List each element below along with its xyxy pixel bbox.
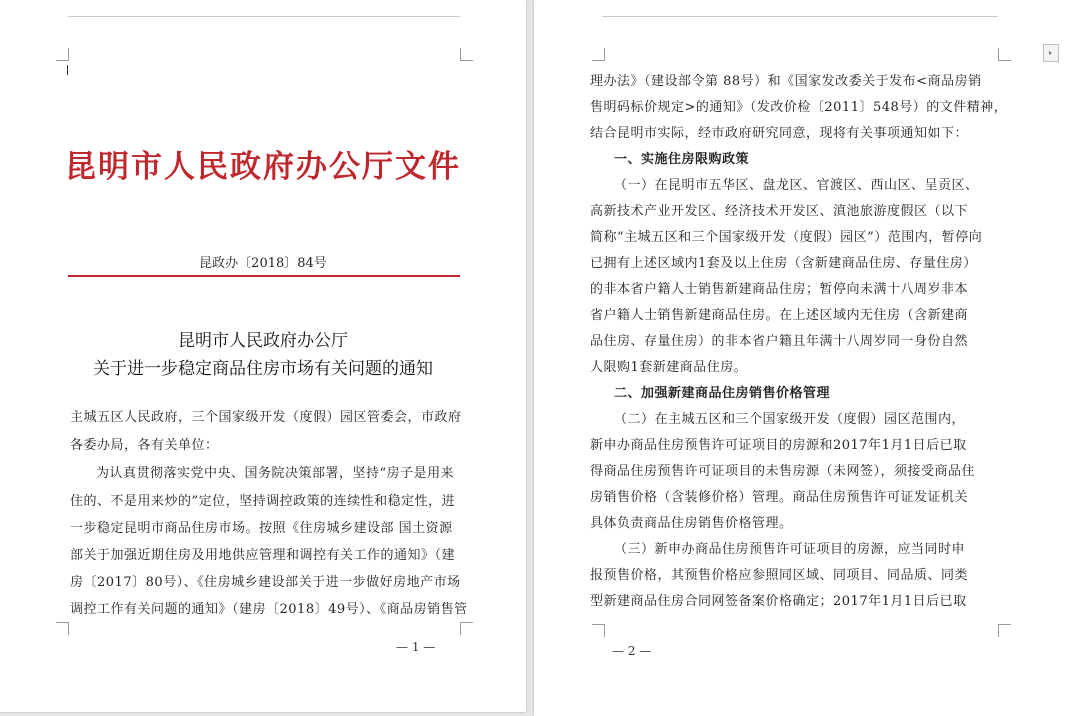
crop-mark-bottom-right — [998, 624, 1011, 637]
section-heading: 二、加强新建商品住房销售价格管理 — [614, 386, 831, 401]
body-line: 得商品住房预售许可证项目的未售房源（未网签），须接受商品住 — [590, 464, 976, 479]
red-separator-line — [68, 275, 460, 277]
crop-mark-top-right — [998, 48, 1011, 61]
body-line: 具体负责商品住房销售价格管理。 — [590, 516, 793, 531]
body-line: （一）在昆明市五华区、盘龙区、官渡区、西山区、呈贡区、 — [614, 178, 979, 193]
crop-mark-top-right — [460, 48, 473, 61]
body-line: 房〔2017〕80号）、《住房城乡建设部关于进一步做好房地产市场 — [70, 575, 461, 590]
page-top-border — [68, 16, 460, 17]
crop-mark-top-left — [56, 48, 69, 61]
body-line: 一步稳定昆明市商品住房市场。按照《住房城乡建设部 国土资源 — [70, 521, 453, 536]
body-line: 为认真贯彻落实党中央、国务院决策部署，坚持“房子是用来 — [96, 466, 455, 481]
document-page-2 — [534, 0, 1080, 716]
notice-title-line-1: 昆明市人民政府办公厅 — [178, 331, 348, 351]
document-header-title: 昆明市人民政府办公厅文件 — [65, 149, 461, 185]
body-line: 房销售价格（含装修价格）管理。商品住房预售许可证发证机关 — [590, 490, 969, 505]
body-line: （二）在主城五区和三个国家级开发（度假）园区范围内， — [614, 412, 966, 427]
page-number: — 1 — — [396, 640, 436, 654]
body-line: 住的、不是用来炒的”定位，坚持调控政策的连续性和稳定性，进 — [70, 494, 456, 509]
body-line: 各委办局，各有关单位： — [70, 438, 219, 453]
section-heading: 一、实施住房限购政策 — [614, 152, 750, 167]
body-line: 理办法》（建设部令第 88号）和《国家发改委关于发布<商品房销 — [590, 74, 982, 89]
body-line: 的非本省户籍人士销售新建商品住房；暂停向未满十八周岁非本 — [590, 282, 969, 297]
body-line: 简称“主城五区和三个国家级开发（度假）园区”）范围内，暂停向 — [590, 230, 983, 245]
page-number: — 2 — — [612, 644, 652, 658]
expand-panel-button[interactable] — [1043, 44, 1059, 62]
body-line: 型新建商品住房合同网签备案价格确定；2017年1月1日后已取 — [590, 594, 967, 609]
notice-title-line-2: 关于进一步稳定商品住房市场有关问题的通知 — [93, 359, 433, 379]
crop-mark-bottom-right — [460, 622, 473, 635]
document-number: 昆政办〔2018〕84号 — [199, 256, 327, 271]
body-line: 售明码标价规定>的通知》（发改价检〔2011〕548号）的文件精神， — [590, 100, 1008, 115]
body-line: 高新技术产业开发区、经济技术开发区、滇池旅游度假区（以下 — [590, 204, 969, 219]
text-cursor — [67, 65, 68, 75]
body-line: 调控工作有关问题的通知》（建房〔2018〕49号）、《商品房销售管 — [70, 602, 468, 617]
body-line: 主城五区人民政府，三个国家级开发（度假）园区管委会，市政府 — [70, 410, 462, 425]
document-page-1 — [0, 0, 526, 712]
body-line: 品住房、存量住房）的非本省户籍且年满十八周岁同一身份自然 — [590, 334, 969, 349]
page-top-border — [602, 16, 998, 17]
body-line: 部关于加强近期住房及用地供应管理和调控有关工作的通知》（建 — [70, 548, 456, 563]
body-line: （三）新申办商品住房预售许可证项目的房源，应当同时申 — [614, 542, 966, 557]
body-line: 省户籍人士销售新建商品住房。在上述区域内无住房（含新建商 — [590, 308, 969, 323]
body-line: 已拥有上述区域内1套及以上住房（含新建商品住房、存量住房） — [590, 256, 977, 271]
crop-mark-bottom-left — [56, 622, 69, 635]
body-line: 结合昆明市实际，经市政府研究同意，现将有关事项通知如下： — [590, 126, 969, 141]
crop-mark-top-left — [592, 48, 605, 61]
body-line: 报预售价格，其预售价格应参照同区域、同项目、同品质、同类 — [590, 568, 969, 583]
body-line: 人限购1套新建商品住房。 — [590, 360, 748, 375]
body-line: 新申办商品住房预售许可证项目的房源和2017年1月1日后已取 — [590, 438, 967, 453]
crop-mark-bottom-left — [592, 624, 605, 637]
